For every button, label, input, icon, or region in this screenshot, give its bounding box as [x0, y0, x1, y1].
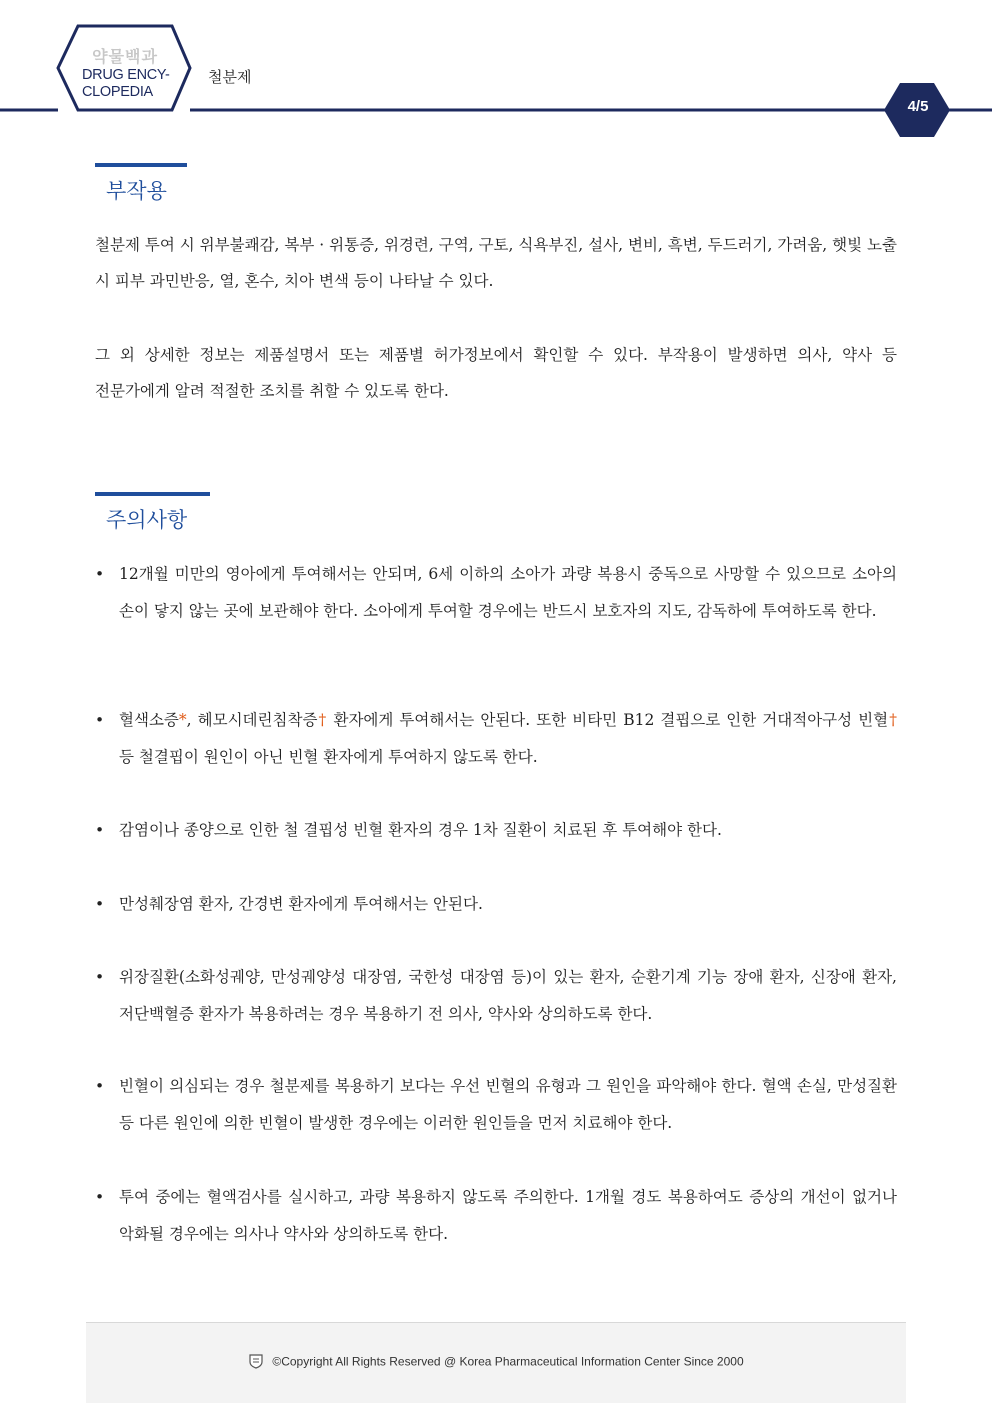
precaution-item-5 — [95, 959, 897, 1033]
logo-english-text — [82, 67, 172, 101]
page-number: 4/5 — [907, 98, 929, 115]
bullet-dot: • — [95, 565, 105, 583]
bullet-dot: • — [95, 1188, 105, 1206]
text-part: 환자에게 투여해서는 안된다. 또한 비타민 B12 결핍으로 인한 거대적아구성 빈혈 — [327, 711, 889, 729]
section-title-side-effects: 부작용 — [106, 179, 167, 203]
precaution-text: 위장질환(소화성궤양, 만성궤양성 대장염, 국한성 대장염 등)이 있는 환자, 순환기계 기능 장애 환자, 신장애 환자, 저단백혈증 환자가 복용하려는 경우 복용하기 전 의사, 약사와 상의하도록 한다. — [119, 968, 897, 1023]
precaution-text: 투여 중에는 혈액검사를 실시하고, 과량 복용하지 않도록 주의한다. 1개월 경도 복용하여도 증상의 개선이 없거나 악화될 경우에는 의사나 약사와 상의하도록 한다. — [119, 1188, 897, 1243]
logo-en-line1: DRUG ENCY- — [82, 67, 170, 83]
precaution-item-1 — [95, 556, 897, 630]
page-footer — [86, 1322, 906, 1403]
section-title-precautions: 주의사항 — [106, 508, 188, 532]
side-effects-paragraph-1: 철분제 투여 시 위부불쾌감, 복부 · 위통증, 위경련, 구역, 구토, 식욕부진, 설사, 변비, 흑변, 두드러기, 가려움, 햇빛 노출 시 피부 과민반응, 열, 혼수, 치아 변색 등이 나타날 수 있다. — [95, 236, 897, 290]
bullet-dot: • — [95, 821, 105, 839]
dagger-mark: † — [317, 711, 328, 729]
text-part: 등 철결핍이 원인이 아닌 빈혈 환자에게 투여하지 않도록 한다. — [119, 748, 538, 766]
bullet-dot: • — [95, 895, 105, 913]
asterisk-mark: * — [178, 711, 187, 729]
document-title: 철분제 — [208, 68, 252, 86]
bullet-dot: • — [95, 1077, 105, 1095]
logo-en-line2: CLOPEDIA — [82, 84, 153, 100]
section-bar-precautions — [95, 492, 210, 496]
precaution-text: 12개월 미만의 영아에게 투여해서는 안되며, 6세 이하의 소아가 과량 복용시 중독으로 사망할 수 있으므로 소아의 손이 닿지 않는 곳에 보관해야 한다. 소아에게 투여할 경우에는 반드시 보호자의 지도, 감독하에 투여하도록 한다. — [119, 565, 897, 620]
precaution-text: 빈혈이 의심되는 경우 철분제를 복용하기 보다는 우선 빈혈의 유형과 그 원인을 파악해야 한다. 혈액 손실, 만성질환 등 다른 원인에 의한 빈혈이 발생한 경우에는 이러한 원인들을 먼저 치료해야 한다. — [119, 1077, 897, 1132]
page-header — [0, 0, 992, 140]
copyright-text: ©Copyright All Rights Reserved @ Korea Pharmaceutical Information Center Since 2000 — [272, 1354, 744, 1369]
text-part: , 헤모시데린침착증 — [186, 711, 318, 729]
precaution-item-4 — [95, 886, 897, 923]
precaution-item-3 — [95, 812, 897, 849]
section-bar-side-effects — [95, 163, 187, 167]
precaution-text: 감염이나 종양으로 인한 철 결핍성 빈혈 환자의 경우 1차 질환이 치료된 후 투여해야 한다. — [119, 821, 722, 839]
side-effects-paragraph-2: 그 외 상세한 정보는 제품설명서 또는 제품별 허가정보에서 확인할 수 있다. 부작용이 발생하면 의사, 약사 등 전문가에게 알려 적절한 조치를 취할 수 있도록 한다. — [95, 346, 897, 400]
logo-korean-text: 약물백과 — [92, 47, 158, 66]
shield-emblem-icon — [248, 1353, 264, 1372]
precaution-text — [119, 702, 897, 776]
footer-copyright-line — [86, 1353, 906, 1372]
bullet-dot: • — [95, 968, 105, 986]
precaution-text: 만성췌장염 환자, 간경변 환자에게 투여해서는 안된다. — [119, 895, 483, 913]
precaution-item-7 — [95, 1179, 897, 1253]
precaution-item-6 — [95, 1068, 897, 1142]
dagger-mark: † — [888, 711, 897, 729]
precaution-item-2 — [95, 702, 897, 776]
text-part: 혈색소증 — [119, 711, 179, 729]
bullet-dot: • — [95, 711, 105, 729]
